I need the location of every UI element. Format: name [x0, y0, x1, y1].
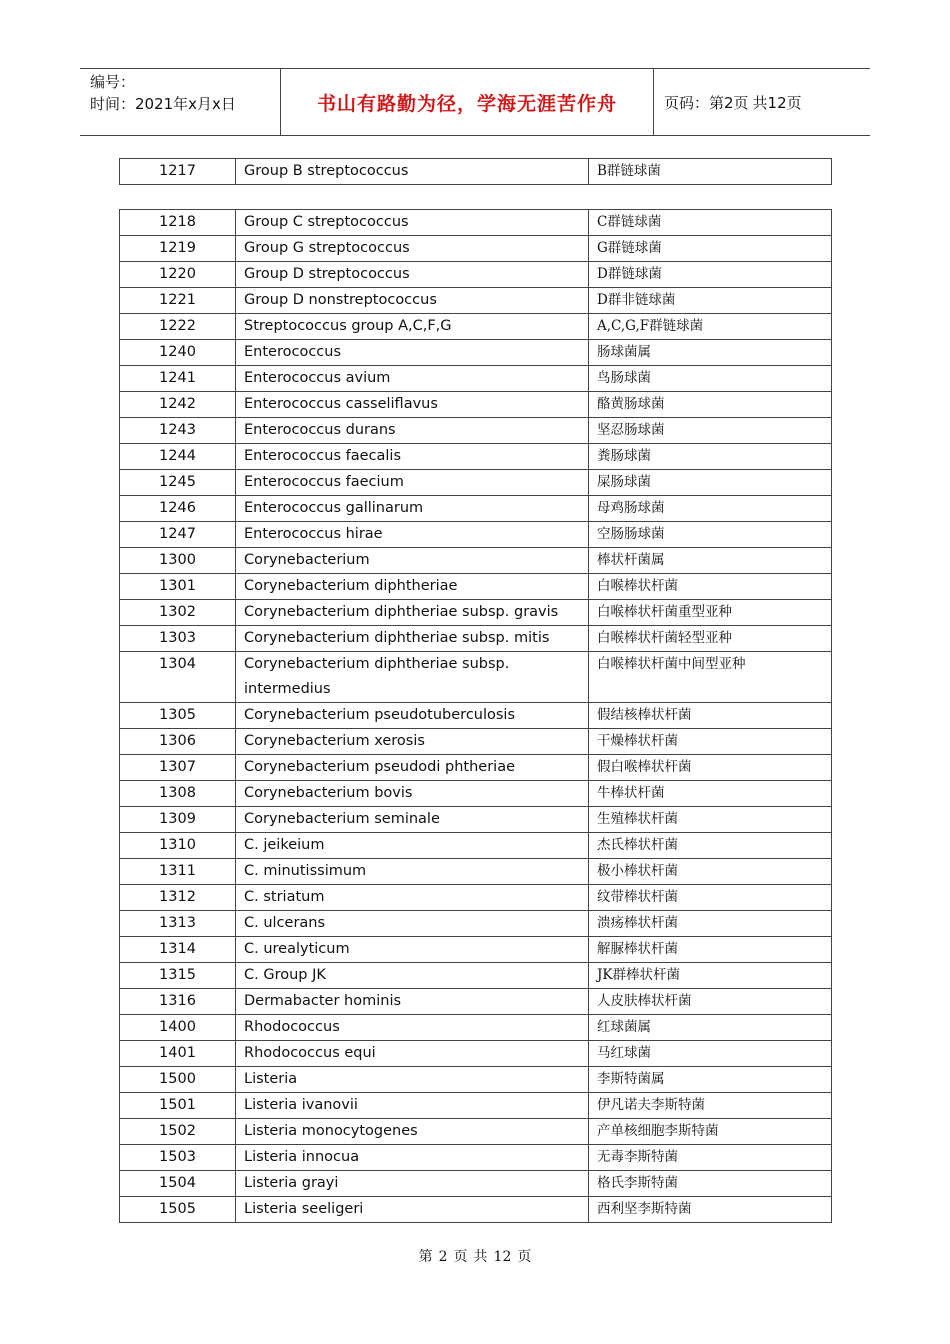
row-latin-name: C. minutissimum: [236, 859, 589, 885]
row-chinese-name: A,C,G,F群链球菌: [589, 314, 832, 340]
row-latin-name: Enterococcus gallinarum: [236, 496, 589, 522]
row-chinese-name: 空肠肠球菌: [589, 522, 832, 548]
row-chinese-name: 白喉棒状杆菌: [589, 574, 832, 600]
row-latin-name: Enterococcus casseliflavus: [236, 392, 589, 418]
row-chinese-name: 马红球菌: [589, 1041, 832, 1067]
row-code: 1242: [120, 392, 236, 418]
table-row: [120, 236, 832, 262]
table-row: [120, 963, 832, 989]
row-code: 1308: [120, 781, 236, 807]
footer-ye2: 页: [517, 1249, 532, 1265]
row-chinese-name: D群非链球菌: [589, 288, 832, 314]
row-chinese-name: 坚忍肠球菌: [589, 418, 832, 444]
row-latin-name: Listeria monocytogenes: [236, 1119, 589, 1145]
table-row: [120, 574, 832, 600]
row-latin-name: Listeria grayi: [236, 1171, 589, 1197]
row-chinese-name: 极小棒状杆菌: [589, 859, 832, 885]
row-code: 1312: [120, 885, 236, 911]
row-code: 1500: [120, 1067, 236, 1093]
table-row: [120, 911, 832, 937]
table-row: [120, 366, 832, 392]
row-latin-name: Listeria ivanovii: [236, 1093, 589, 1119]
row-code: 1241: [120, 366, 236, 392]
header-page-number: 页码：第2页: [664, 93, 749, 112]
header-motto: 书山有路勤为径，学海无涯苦作舟: [316, 92, 617, 115]
footer-di: 第: [418, 1249, 433, 1265]
row-latin-name: Corynebacterium diphtheriae subsp. mitis: [236, 626, 589, 652]
row-chinese-name: 假结核棒状杆菌: [589, 703, 832, 729]
row-latin-name: Corynebacterium pseudodi phtheriae: [236, 755, 589, 781]
header-page-info: [654, 69, 870, 135]
row-code: 1303: [120, 626, 236, 652]
table-row: [120, 470, 832, 496]
row-latin-name: C. jeikeium: [236, 833, 589, 859]
header-meta: [80, 69, 281, 135]
doc-time-label: 时间：2021年x月x日: [90, 95, 236, 113]
row-code: 1244: [120, 444, 236, 470]
table-row: [120, 989, 832, 1015]
table-row: [120, 729, 832, 755]
row-latin-name: C. ulcerans: [236, 911, 589, 937]
row-code: 1313: [120, 911, 236, 937]
row-code: 1300: [120, 548, 236, 574]
row-code: 1311: [120, 859, 236, 885]
row-code: 1310: [120, 833, 236, 859]
row-latin-name: Corynebacterium bovis: [236, 781, 589, 807]
table-row: [120, 859, 832, 885]
row-chinese-name: 白喉棒状杆菌重型亚种: [589, 600, 832, 626]
table-row: [120, 703, 832, 729]
row-latin-name: Enterococcus faecalis: [236, 444, 589, 470]
header-motto-cell: [281, 69, 654, 135]
row-latin-name: Corynebacterium xerosis: [236, 729, 589, 755]
row-latin-name: Streptococcus group A,C,F,G: [236, 314, 589, 340]
row-chinese-name: 粪肠球菌: [589, 444, 832, 470]
footer-gong: 共: [473, 1249, 488, 1265]
table-row: [120, 1171, 832, 1197]
bacteria-table-top: [119, 158, 832, 185]
row-chinese-name: 棒状杆菌属: [589, 548, 832, 574]
table-row: [120, 652, 832, 703]
row-chinese-name: 肠球菌属: [589, 340, 832, 366]
row-chinese-name: 格氏李斯特菌: [589, 1171, 832, 1197]
table-row: [120, 1197, 832, 1223]
table-row: [120, 1145, 832, 1171]
row-chinese-name: 白喉棒状杆菌轻型亚种: [589, 626, 832, 652]
table-row: [120, 781, 832, 807]
row-chinese-name: 红球菌属: [589, 1015, 832, 1041]
table-row: [120, 755, 832, 781]
row-code: 1220: [120, 262, 236, 288]
row-code: 1301: [120, 574, 236, 600]
table-row: [120, 1015, 832, 1041]
header-page-total: 共12页: [752, 93, 802, 112]
table-row: [120, 496, 832, 522]
row-chinese-name: 纹带棒状杆菌: [589, 885, 832, 911]
row-code: 1304: [120, 652, 236, 703]
row-code: 1246: [120, 496, 236, 522]
table-row: [120, 522, 832, 548]
row-latin-name: Enterococcus: [236, 340, 589, 366]
row-code: 1309: [120, 807, 236, 833]
row-latin-name: Group G streptococcus: [236, 236, 589, 262]
row-chinese-name: 酪黄肠球菌: [589, 392, 832, 418]
table-row: [120, 210, 832, 236]
row-latin-name: Listeria seeligeri: [236, 1197, 589, 1223]
doc-code-label: 编号：: [90, 73, 136, 91]
row-code: 1243: [120, 418, 236, 444]
row-chinese-name: 牛棒状杆菌: [589, 781, 832, 807]
row-latin-name: Corynebacterium diphtheriae subsp. gravis: [236, 600, 589, 626]
row-latin-name: Enterococcus avium: [236, 366, 589, 392]
row-code: 1222: [120, 314, 236, 340]
row-latin-name: Corynebacterium diphtheriae subsp. intermedius: [236, 652, 589, 703]
row-code: 1503: [120, 1145, 236, 1171]
row-code: 1217: [120, 159, 236, 185]
row-latin-name: C. urealyticum: [236, 937, 589, 963]
table-row: [120, 314, 832, 340]
row-latin-name: Group C streptococcus: [236, 210, 589, 236]
page-header: [80, 68, 870, 136]
table-row: [120, 885, 832, 911]
row-chinese-name: D群链球菌: [589, 262, 832, 288]
row-latin-name: Listeria innocua: [236, 1145, 589, 1171]
row-code: 1240: [120, 340, 236, 366]
row-latin-name: Rhodococcus: [236, 1015, 589, 1041]
row-code: 1501: [120, 1093, 236, 1119]
bacteria-table-main: [119, 209, 832, 1223]
table-row: [120, 1119, 832, 1145]
table-row: [120, 418, 832, 444]
page-footer: [0, 1246, 950, 1266]
table-row: [120, 548, 832, 574]
row-chinese-name: 杰氏棒状杆菌: [589, 833, 832, 859]
row-chinese-name: 屎肠球菌: [589, 470, 832, 496]
row-latin-name: Group B streptococcus: [236, 159, 589, 185]
table-row: [120, 262, 832, 288]
row-chinese-name: 溃疡棒状杆菌: [589, 911, 832, 937]
row-chinese-name: JK群棒状杆菌: [589, 963, 832, 989]
row-chinese-name: 解脲棒状杆菌: [589, 937, 832, 963]
table-row: [120, 937, 832, 963]
row-latin-name: Corynebacterium seminale: [236, 807, 589, 833]
row-chinese-name: 鸟肠球菌: [589, 366, 832, 392]
table-row: [120, 1093, 832, 1119]
row-latin-name: C. striatum: [236, 885, 589, 911]
row-chinese-name: 生殖棒状杆菌: [589, 807, 832, 833]
row-chinese-name: 母鸡肠球菌: [589, 496, 832, 522]
table-row: [120, 600, 832, 626]
row-latin-name: Listeria: [236, 1067, 589, 1093]
table-row: [120, 833, 832, 859]
table-row: [120, 1067, 832, 1093]
row-latin-name: Group D nonstreptococcus: [236, 288, 589, 314]
row-latin-name: Corynebacterium: [236, 548, 589, 574]
footer-page: 2: [438, 1249, 448, 1265]
row-code: 1221: [120, 288, 236, 314]
row-chinese-name: 西利坚李斯特菌: [589, 1197, 832, 1223]
row-chinese-name: B群链球菌: [589, 159, 832, 185]
footer-ye: 页: [453, 1249, 468, 1265]
row-chinese-name: 假白喉棒状杆菌: [589, 755, 832, 781]
row-chinese-name: 产单核细胞李斯特菌: [589, 1119, 832, 1145]
row-code: 1307: [120, 755, 236, 781]
table-row: [120, 626, 832, 652]
table-row: [120, 444, 832, 470]
row-chinese-name: 人皮肤棒状杆菌: [589, 989, 832, 1015]
row-code: 1302: [120, 600, 236, 626]
row-latin-name: Corynebacterium pseudotuberculosis: [236, 703, 589, 729]
row-code: 1400: [120, 1015, 236, 1041]
table-row: [120, 288, 832, 314]
row-code: 1315: [120, 963, 236, 989]
row-code: 1247: [120, 522, 236, 548]
footer-total: 12: [493, 1249, 512, 1265]
row-code: 1245: [120, 470, 236, 496]
table-row: [120, 1041, 832, 1067]
row-chinese-name: G群链球菌: [589, 236, 832, 262]
row-latin-name: Enterococcus durans: [236, 418, 589, 444]
row-chinese-name: 干燥棒状杆菌: [589, 729, 832, 755]
table-row: [120, 159, 832, 185]
row-latin-name: C. Group JK: [236, 963, 589, 989]
row-code: 1218: [120, 210, 236, 236]
row-code: 1305: [120, 703, 236, 729]
row-code: 1314: [120, 937, 236, 963]
row-latin-name: Enterococcus faecium: [236, 470, 589, 496]
row-latin-name: Corynebacterium diphtheriae: [236, 574, 589, 600]
table-row: [120, 807, 832, 833]
row-chinese-name: 白喉棒状杆菌中间型亚种: [589, 652, 832, 703]
row-code: 1306: [120, 729, 236, 755]
row-code: 1219: [120, 236, 236, 262]
table-row: [120, 340, 832, 366]
row-code: 1401: [120, 1041, 236, 1067]
table-row: [120, 392, 832, 418]
row-code: 1504: [120, 1171, 236, 1197]
row-code: 1316: [120, 989, 236, 1015]
row-chinese-name: 李斯特菌属: [589, 1067, 832, 1093]
row-latin-name: Dermabacter hominis: [236, 989, 589, 1015]
row-latin-name: Enterococcus hirae: [236, 522, 589, 548]
row-code: 1505: [120, 1197, 236, 1223]
row-code: 1502: [120, 1119, 236, 1145]
row-chinese-name: 无毒李斯特菌: [589, 1145, 832, 1171]
row-latin-name: Group D streptococcus: [236, 262, 589, 288]
row-latin-name: Rhodococcus equi: [236, 1041, 589, 1067]
row-chinese-name: C群链球菌: [589, 210, 832, 236]
row-chinese-name: 伊凡诺夫李斯特菌: [589, 1093, 832, 1119]
